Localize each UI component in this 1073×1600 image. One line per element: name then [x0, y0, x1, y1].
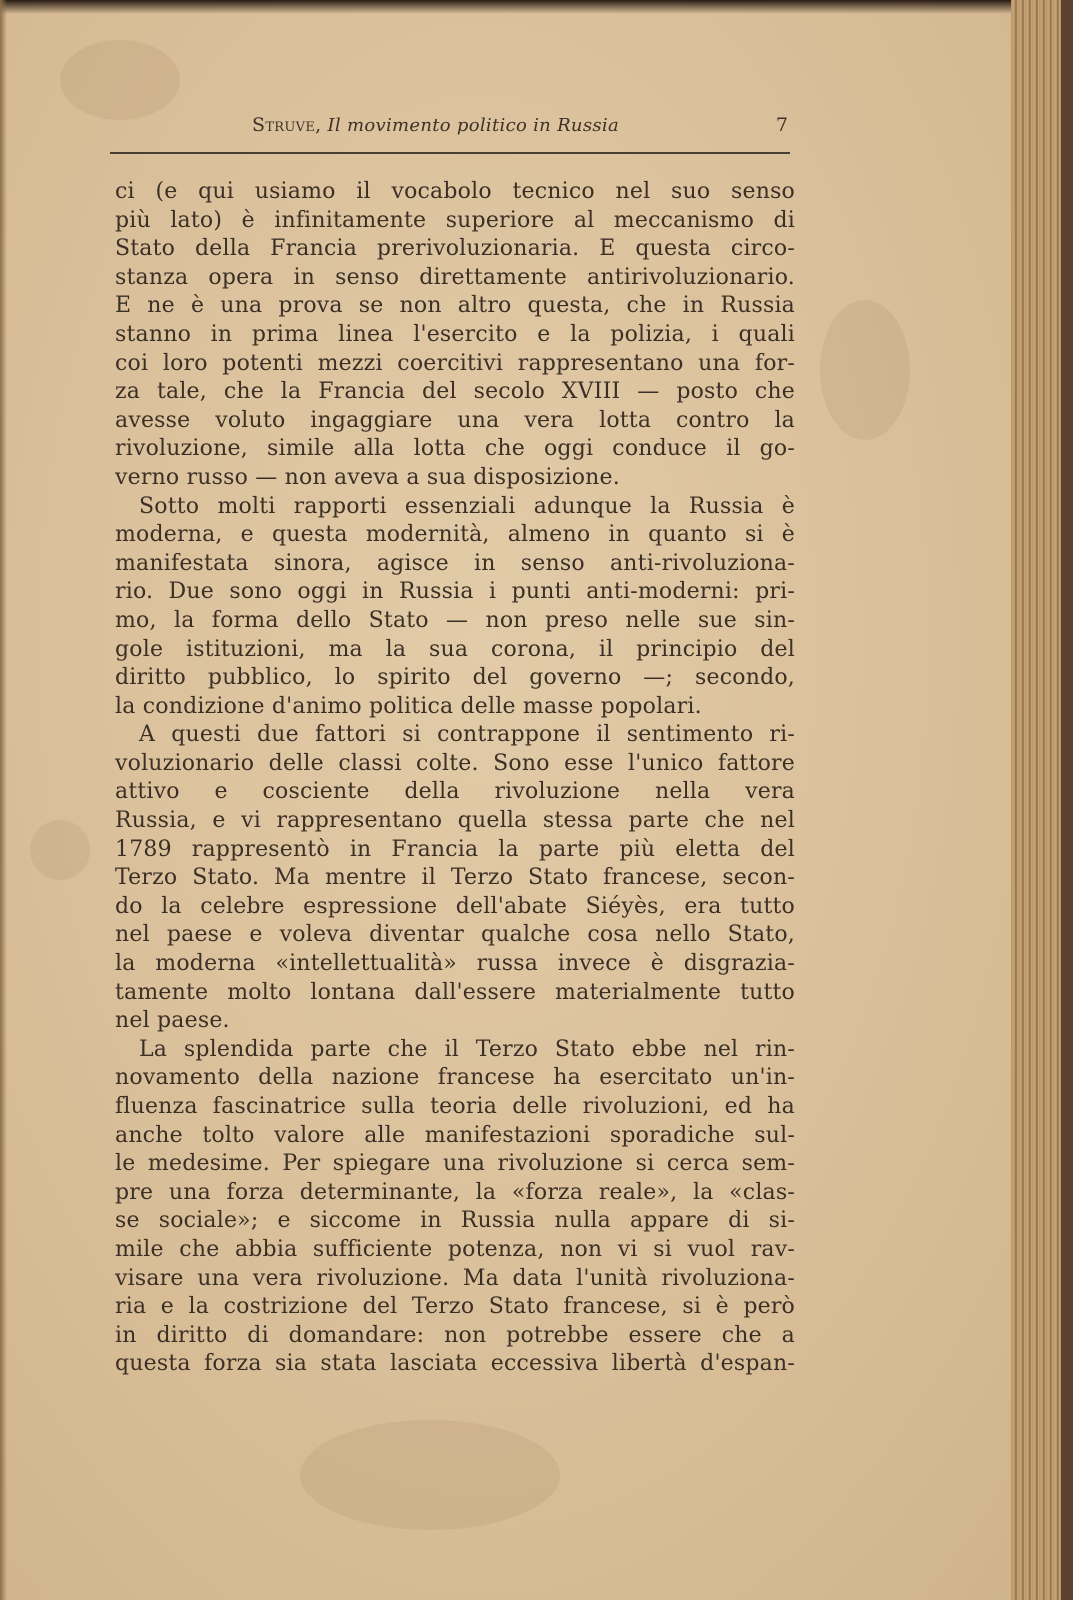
- text-line: stanza opera in senso direttamente antirivoluzionario.: [115, 264, 795, 290]
- text-line: Terzo Stato. Ma mentre il Terzo Stato francese, secon-: [115, 865, 795, 891]
- header-author: Struve,: [252, 114, 322, 136]
- text-line: se sociale»; e siccome in Russia nulla appare di si-: [115, 1208, 795, 1234]
- paper-stain: [30, 820, 90, 880]
- text-line: gole istituzioni, ma la sua corona, il principio del: [115, 636, 795, 662]
- page-number: 7: [775, 114, 788, 136]
- paper-stain: [60, 40, 180, 120]
- text-line: ria e la costrizione del Terzo Stato francese, si è però: [115, 1294, 795, 1320]
- text-line: rivoluzione, simile alla lotta che oggi conduce il go-: [115, 436, 795, 462]
- text-line: do la celebre espressione dell'abate Siéyès, era tutto: [115, 893, 795, 919]
- text-line: novamento della nazione francese ha esercitato un'in-: [115, 1065, 795, 1091]
- text-line: le medesime. Per spiegare una rivoluzione si cerca sem-: [115, 1151, 795, 1177]
- paragraph-first-line: A questi due fattori si contrappone il sentimento ri-: [139, 722, 795, 748]
- text-line: in diritto di domandare: non potrebbe essere che a: [115, 1322, 795, 1348]
- text-line: Russia, e vi rappresentano quella stessa parte che nel: [115, 808, 795, 834]
- paragraph-first-line: Sotto molti rapporti essenziali adunque la Russia è: [139, 493, 795, 519]
- text-line: verno russo — non aveva a sua disposizione.: [115, 464, 620, 490]
- running-header: [112, 110, 792, 146]
- text-line: fluenza fascinatrice sulla teoria delle rivoluzioni, ed ha: [115, 1094, 795, 1119]
- text-line: avesse voluto ingaggiare una vera lotta contro la: [115, 407, 795, 433]
- body-text: [115, 178, 795, 1379]
- text-line: mo, la forma dello Stato — non preso nelle sue sin-: [115, 607, 795, 633]
- text-line: attivo e cosciente della rivoluzione nella vera: [115, 779, 795, 805]
- header-title: Il movimento politico in Russia: [327, 115, 619, 136]
- text-line: za tale, che la Francia del secolo XVIII — posto che: [115, 379, 795, 405]
- binding-shadow: [0, 0, 1073, 14]
- text-line: diritto pubblico, lo spirito del governo —; secondo,: [115, 665, 795, 691]
- text-line: anche tolto valore alle manifestazioni sporadiche sul-: [115, 1122, 795, 1148]
- text-line: nel paese.: [115, 1008, 230, 1034]
- header-rule: [110, 152, 790, 154]
- text-line: visare una vera rivoluzione. Ma data l'unità rivoluziona-: [115, 1265, 795, 1291]
- text-line: Stato della Francia prerivoluzionaria. E questa circo-: [115, 236, 795, 262]
- text-line: la condizione d'animo politica delle masse popolari.: [115, 693, 702, 719]
- text-line: nel paese e voleva diventar qualche cosa nello Stato,: [115, 922, 795, 948]
- text-line: moderna, e questa modernità, almeno in quanto si è: [115, 522, 795, 548]
- text-line: pre una forza determinante, la «forza reale», la «clas-: [115, 1179, 795, 1205]
- left-page-edge: [0, 0, 7, 1600]
- book-cover-edge: [1061, 0, 1073, 1600]
- text-line: coi loro potenti mezzi coercitivi rappresentano una for-: [115, 350, 795, 376]
- text-line: ci (e qui usiamo il vocabolo tecnico nel suo senso: [115, 179, 795, 204]
- text-line: la moderna «intellettualità» russa invece è disgrazia-: [115, 951, 795, 977]
- text-line: più lato) è infinitamente superiore al meccanismo di: [115, 207, 795, 233]
- paper-stain: [300, 1420, 560, 1530]
- text-line: 1789 rappresentò in Francia la parte più eletta del: [115, 836, 795, 862]
- text-line: rio. Due sono oggi in Russia i punti anti-moderni: pri-: [115, 579, 795, 605]
- text-line: stanno in prima linea l'esercito e la polizia, i quali: [115, 321, 795, 347]
- running-head: [252, 114, 619, 136]
- text-line: tamente molto lontana dall'essere materialmente tutto: [115, 979, 795, 1005]
- text-line: E ne è una prova se non altro questa, che in Russia: [115, 293, 795, 319]
- text-line: manifestata sinora, agisce in senso anti-rivoluziona-: [115, 550, 795, 576]
- paper-stain: [820, 300, 910, 440]
- text-line: mile che abbia sufficiente potenza, non vi si vuol rav-: [115, 1236, 795, 1262]
- text-line: questa forza sia stata lasciata eccessiva libertà d'espan-: [115, 1351, 795, 1377]
- text-line: voluzionario delle classi colte. Sono esse l'unico fattore: [115, 750, 795, 776]
- paragraph-first-line: La splendida parte che il Terzo Stato ebbe nel rin-: [139, 1036, 795, 1062]
